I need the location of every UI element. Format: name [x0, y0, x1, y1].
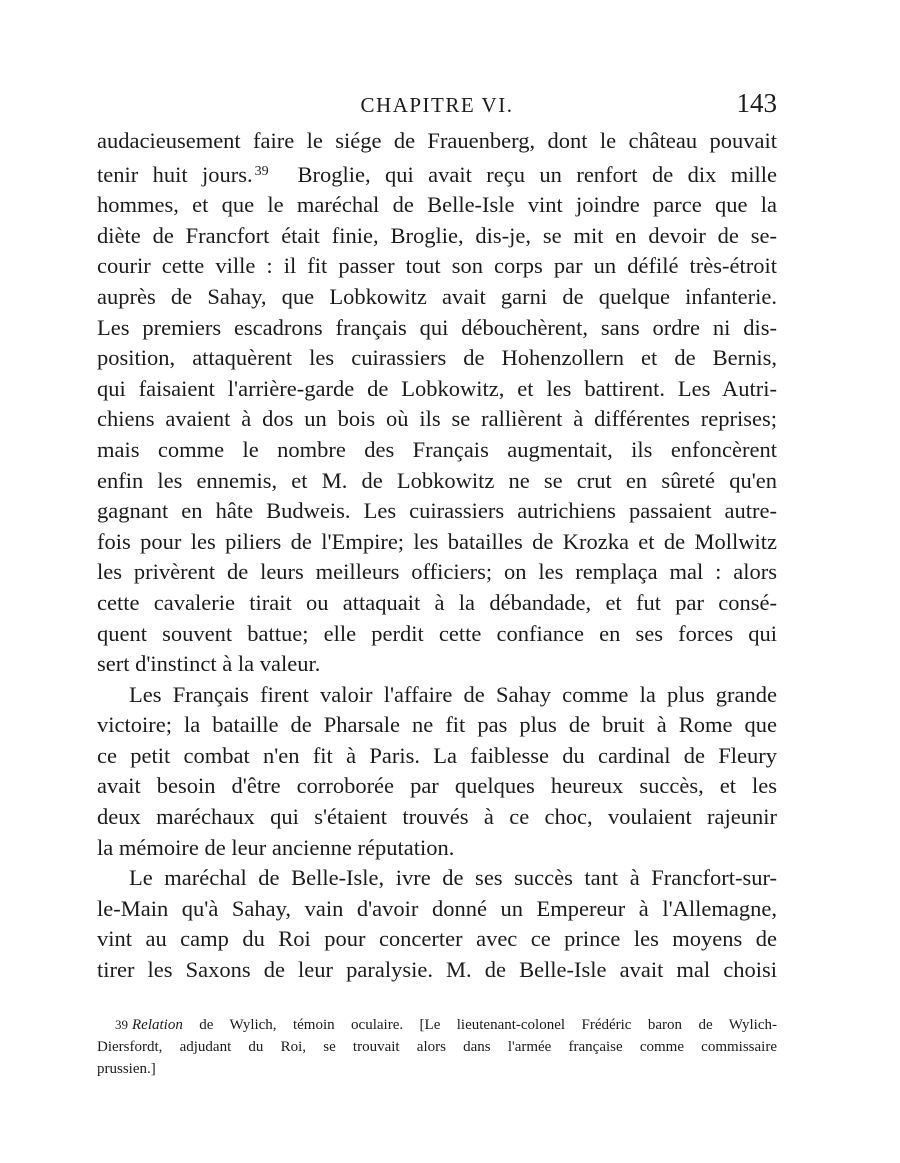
text-fragment: Broglie, qui avait reçu un renfort de dix mille	[297, 161, 777, 187]
text-line: Les Français firent valoir l'affaire de Sahay comme la plus grande	[129, 681, 777, 707]
footnote-text: de Wylich, témoin oculaire. [Le lieutenant-colonel Frédéric baron de Wylich-	[199, 1017, 777, 1033]
text-line: auprès de Sahay, que Lobkowitz avait garni de quelque infanterie.	[97, 283, 777, 309]
footnote-reference[interactable]: 39	[254, 163, 269, 179]
chapter-title: CHAPITRE VI.	[360, 93, 514, 117]
text-line: vint au camp du Roi pour concerter avec ce prince les moyens de	[97, 926, 777, 952]
text-line: tirer les Saxons de leur paralysie. M. de Belle-Isle avait mal choisi	[97, 957, 777, 983]
text-line: le-Main qu'à Sahay, vain d'avoir donné un Empereur à l'Allemagne,	[97, 895, 777, 921]
page-number: 143	[736, 88, 777, 118]
text-line: quent souvent battue; elle perdit cette confiance en ses forces qui	[97, 620, 777, 646]
text-line: chiens avaient à dos un bois où ils se rallièrent à différentes reprises;	[97, 406, 777, 432]
text-line: hommes, et que le maréchal de Belle-Isle vint joindre parce que la	[97, 192, 777, 218]
text-line: Les premiers escadrons français qui débouchèrent, sans ordre ni dis-	[97, 314, 777, 340]
text-line: deux maréchaux qui s'étaient trouvés à ce choc, voulaient rajeunir	[97, 804, 777, 830]
text-line: diète de Francfort était finie, Broglie, dis-je, se mit en devoir de se-	[97, 222, 777, 248]
text-line: avait besoin d'être corroborée par quelques heureux succès, et les	[97, 773, 777, 799]
text-line: fois pour les piliers de l'Empire; les batailles de Krozka et de Mollwitz	[97, 528, 777, 554]
running-head	[97, 88, 777, 122]
body-text	[97, 126, 777, 986]
text-line: mais comme le nombre des Français augmentait, ils enfoncèrent	[97, 436, 777, 462]
text-line: courir cette ville : il fit passer tout son corps par un défilé très-étroit	[97, 253, 777, 279]
text-line: position, attaquèrent les cuirassiers de Hohenzollern et de Bernis,	[97, 345, 777, 371]
footnote-source-title: Relation	[132, 1017, 183, 1033]
text-line: ce petit combat n'en fit à Paris. La faiblesse du cardinal de Fleury	[97, 742, 777, 768]
footnote-line	[97, 1014, 777, 1036]
text-line: qui faisaient l'arrière-garde de Lobkowitz, et les battirent. Les Autri-	[97, 375, 777, 401]
paragraph-2	[97, 680, 777, 864]
text-line: cette cavalerie tirait ou attaquait à la débandade, et fut par consé-	[97, 589, 777, 615]
text-line: gagnant en hâte Budweis. Les cuirassiers autrichiens passaient autre-	[97, 498, 777, 524]
text-line	[97, 157, 777, 191]
footnote-line: Diersfordt, adjudant du Roi, se trouvait alors dans l'armée française comme commissaire	[97, 1039, 777, 1055]
footnote-number: 39	[115, 1017, 128, 1032]
text-line: audacieusement faire le siége de Frauenberg, dont le château pouvait	[97, 128, 777, 153]
footnote	[97, 1014, 777, 1080]
text-line: victoire; la bataille de Pharsale ne fit pas plus de bruit à Rome que	[97, 712, 777, 738]
text-line: sert d'instinct à la valeur.	[97, 651, 321, 677]
text-line: Le maréchal de Belle-Isle, ivre de ses succès tant à Francfort-sur-	[129, 865, 777, 891]
text-line: enfin les ennemis, et M. de Lobkowitz ne se crut en sûreté qu'en	[97, 467, 777, 493]
text-line: la mémoire de leur ancienne réputation.	[97, 834, 455, 860]
text-line: les privèrent de leurs meilleurs officiers; on les remplaça mal : alors	[97, 559, 777, 585]
paragraph-3	[97, 863, 777, 985]
paragraph-1	[97, 126, 777, 680]
footnote-line: prussien.]	[97, 1061, 156, 1077]
text-fragment: tenir huit jours.	[97, 161, 253, 187]
